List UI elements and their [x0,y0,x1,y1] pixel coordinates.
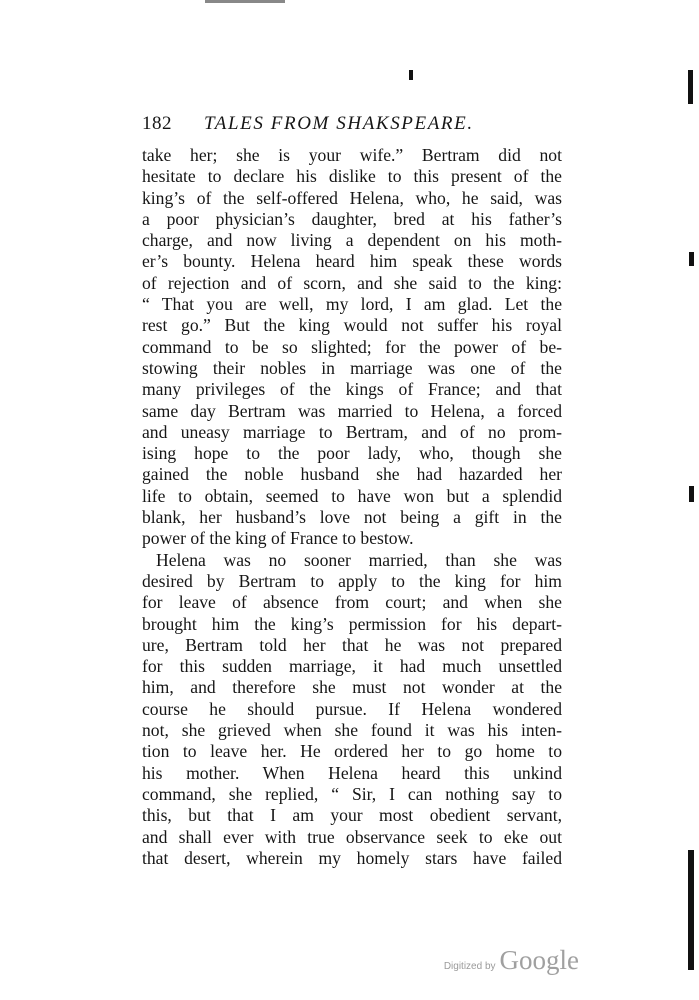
text-line: command, she replied, “ Sir, I can nothing say to [142,783,562,804]
page-header [142,113,562,143]
text-line: hesitate to declare his dislike to this present of the [142,166,562,187]
text-line: rest go.” But the king would not suffer his royal [142,315,562,336]
text-line: desired by Bertram to apply to the king for him [142,570,562,591]
body-text [142,145,562,869]
scan-mark-right-3 [689,486,694,502]
text-line: brought him the king’s permission for his depart- [142,613,562,634]
scan-mark-top-left [205,0,285,3]
text-line: command to be so slighted; for the power of be- [142,336,562,357]
text-line: same day Bertram was married to Helena, a forced [142,400,562,421]
text-line: for leave of absence from court; and when she [142,592,562,613]
text-line: stowing their nobles in marriage was one of the [142,357,562,378]
page-number: 182 [142,113,172,134]
watermark-prefix: Digitized by [443,961,496,972]
text-line: many privileges of the kings of France; and that [142,379,562,400]
text-line: this, but that I am your most obedient servant, [142,805,562,826]
text-line: course he should pursue. If Helena wondered [142,698,562,719]
text-line: not, she grieved when she found it was his inten- [142,720,562,741]
text-line-paragraph-start: Helena was no sooner married, than she was [156,549,562,570]
text-line: gained the noble husband she had hazarded her [142,464,562,485]
text-line: blank, her husband’s love not being a gift in the [142,507,562,528]
scan-mark-right-2 [689,252,694,266]
text-line: life to obtain, seemed to have won but a splendid [142,485,562,506]
text-line: and shall ever with true observance seek to eke out [142,826,562,847]
text-line: of rejection and of scorn, and she said to the king: [142,272,562,293]
scan-mark-right-4 [688,850,694,970]
scan-mark-right-1 [688,70,693,104]
text-line: king’s of the self-offered Helena, who, he said, was [142,187,562,208]
text-line: for this sudden marriage, it had much unsettled [142,656,562,677]
text-line: a poor physician’s daughter, bred at his father’s [142,208,562,229]
text-line: “ That you are well, my lord, I am glad. Let the [142,294,562,315]
text-line-paragraph-end: power of the king of France to bestow. [142,528,414,549]
text-line: and uneasy marriage to Bertram, and of no prom- [142,421,562,442]
text-line: his mother. When Helena heard this unkind [142,762,562,783]
running-title: TALES FROM SHAKSPEARE. [204,113,474,134]
text-line: ure, Bertram told her that he was not prepared [142,634,562,655]
text-line: tion to leave her. He ordered her to go home to [142,741,562,762]
text-line: er’s bounty. Helena heard him speak these words [142,251,562,272]
google-logo: Google [499,945,579,975]
text-line: ising hope to the poor lady, who, though she [142,443,562,464]
digitized-watermark [444,945,579,975]
text-line: him, and therefore she must not wonder at the [142,677,562,698]
text-line: that desert, wherein my homely stars have failed [142,847,562,868]
text-line: charge, and now living a dependent on his moth- [142,230,562,251]
scan-mark-top [409,70,413,80]
text-line: take her; she is your wife.” Bertram did not [142,145,562,165]
